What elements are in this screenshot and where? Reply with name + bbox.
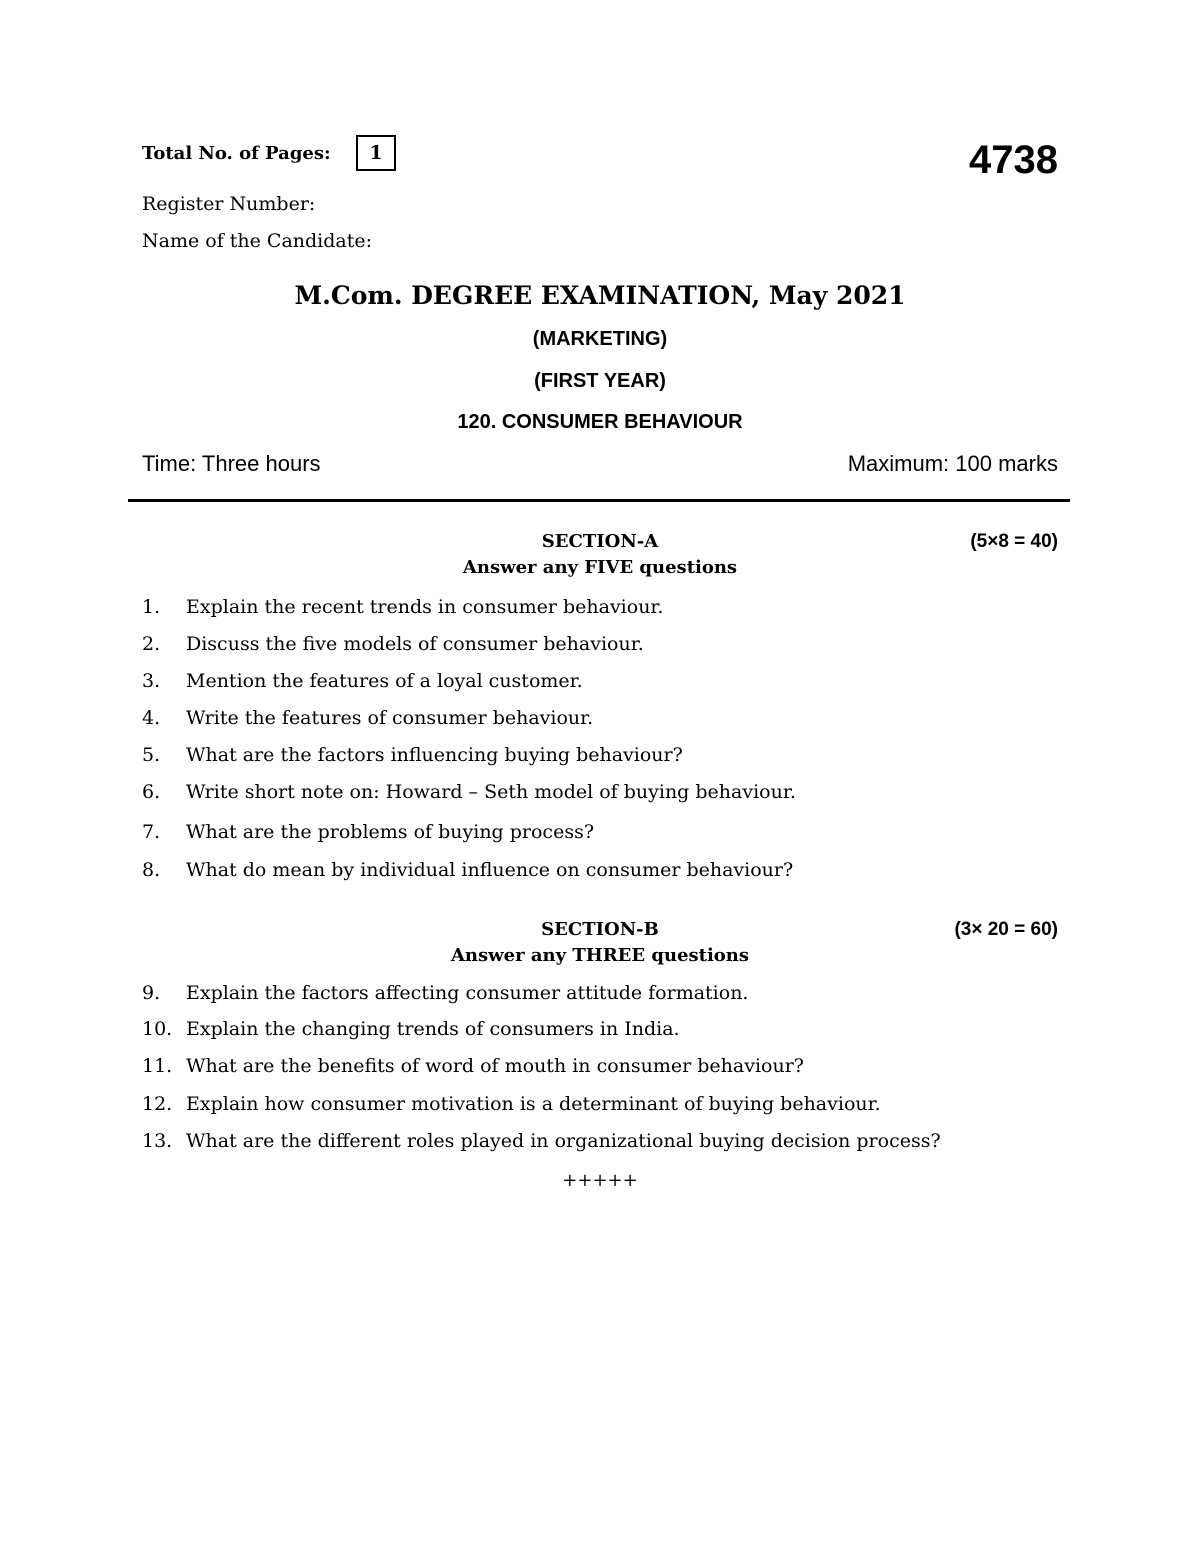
question-text: Write the features of consumer behaviour. [186, 707, 594, 729]
question-item [142, 1130, 941, 1152]
header-divider [128, 499, 1070, 502]
question-item [142, 859, 793, 881]
subject-stream: (MARKETING) [532, 328, 668, 350]
question-number: 12. [142, 1093, 173, 1115]
question-number: 2. [142, 633, 161, 655]
total-pages-value: 1 [356, 135, 396, 171]
question-text: What are the problems of buying process? [186, 821, 595, 843]
time-label: Time: Three hours [142, 451, 321, 476]
question-number: 10. [142, 1018, 173, 1040]
paper-title: 120. CONSUMER BEHAVIOUR [457, 411, 743, 433]
question-number: 5. [142, 744, 161, 766]
question-item [142, 670, 583, 692]
section-b-heading: SECTION-B [541, 919, 659, 940]
section-b-marks: (3× 20 = 60) [954, 919, 1058, 940]
question-text: What are the factors influencing buying behaviour? [186, 744, 683, 766]
question-item [142, 744, 683, 766]
question-item [142, 982, 748, 1004]
question-number: 7. [142, 821, 161, 843]
question-number: 1. [142, 596, 161, 618]
section-a-marks: (5×8 = 40) [970, 531, 1058, 552]
total-pages-label: Total No. of Pages: [142, 143, 331, 164]
question-text: Explain the factors affecting consumer attitude formation. [186, 982, 749, 1004]
question-text: What are the different roles played in organizational buying decision process? [186, 1130, 941, 1152]
question-item [142, 1018, 680, 1040]
section-a-heading: SECTION-A [541, 531, 659, 552]
register-number-label: Register Number: [142, 193, 316, 215]
question-number: 8. [142, 859, 161, 881]
question-item [142, 633, 644, 655]
question-item [142, 781, 796, 803]
candidate-name-label: Name of the Candidate: [142, 230, 373, 252]
question-item [142, 1055, 804, 1077]
paper-code: 4738 [969, 138, 1058, 182]
question-text: Discuss the five models of consumer behaviour. [186, 633, 644, 655]
question-item [142, 707, 593, 729]
question-item [142, 596, 663, 618]
question-text: Explain the recent trends in consumer behaviour. [186, 596, 664, 618]
exam-title: M.Com. DEGREE EXAMINATION, May 2021 [294, 281, 906, 310]
end-mark: +++++ [562, 1170, 638, 1191]
question-text: Write short note on: Howard – Seth model of buying behaviour. [186, 781, 796, 803]
section-a-instruction: Answer any FIVE questions [462, 557, 738, 578]
max-marks-label: Maximum: 100 marks [847, 451, 1058, 476]
question-number: 11. [142, 1055, 173, 1077]
question-number: 4. [142, 707, 161, 729]
question-number: 3. [142, 670, 161, 692]
question-item [142, 1093, 881, 1115]
question-number: 6. [142, 781, 161, 803]
question-item [142, 821, 594, 843]
question-text: Explain the changing trends of consumers in India. [186, 1018, 680, 1040]
subject-year: (FIRST YEAR) [534, 370, 666, 392]
question-text: Explain how consumer motivation is a determinant of buying behaviour. [186, 1093, 881, 1115]
question-number: 13. [142, 1130, 173, 1152]
question-text: What are the benefits of word of mouth in consumer behaviour? [186, 1055, 804, 1077]
question-text: Mention the features of a loyal customer. [186, 670, 583, 692]
section-b-instruction: Answer any THREE questions [450, 945, 750, 966]
question-number: 9. [142, 982, 161, 1004]
question-text: What do mean by individual influence on consumer behaviour? [186, 859, 794, 881]
